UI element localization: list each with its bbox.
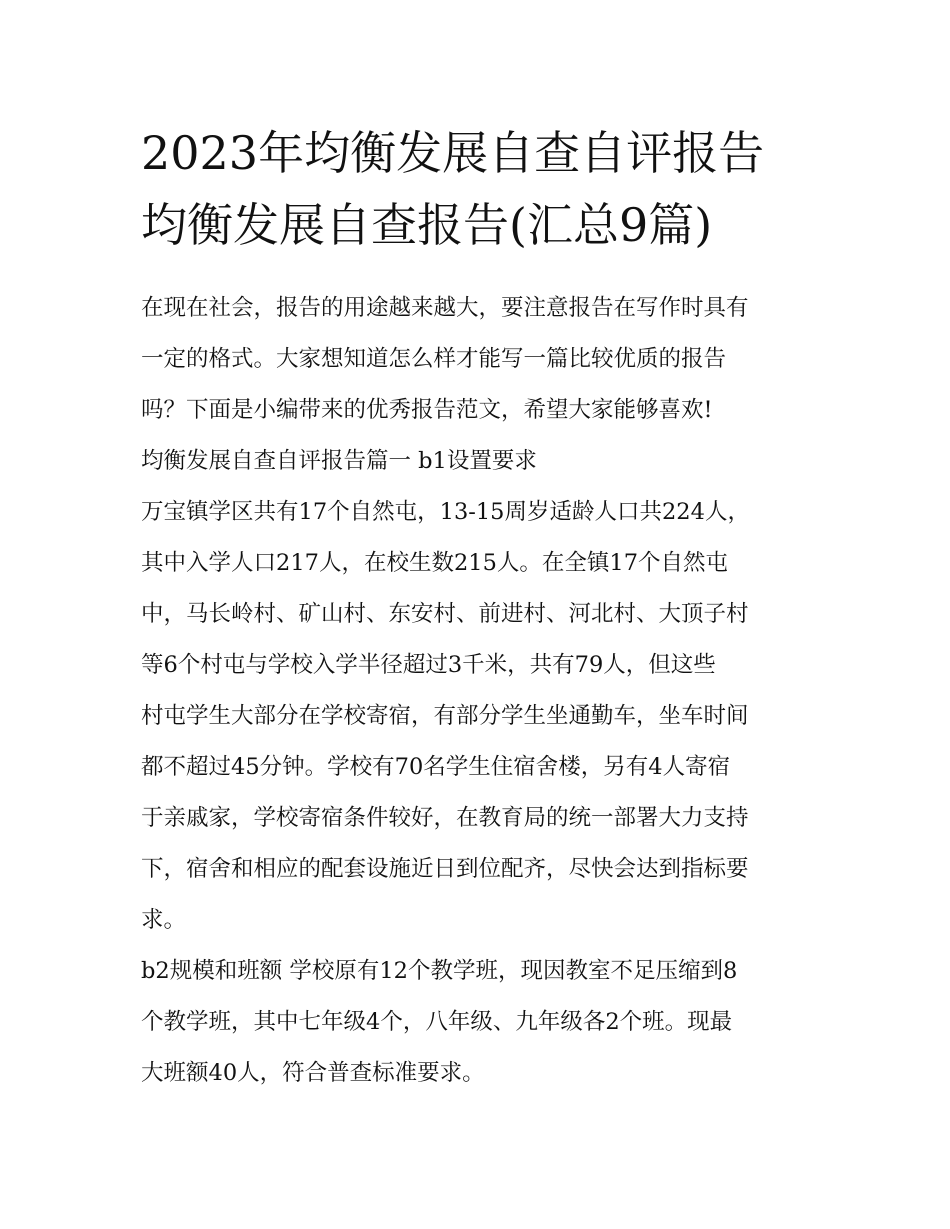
title-line-2: 均衡发展自查报告(汇总9篇) [141,198,713,252]
body-line: 大班额40人，符合普查标准要求。 [141,1060,485,1086]
body-line: 村屯学生大部分在学校寄宿，有部分学生坐通勤车，坐车时间 [141,703,749,729]
body-line: 等6个村屯与学校入学半径超过3千米，共有79人，但这些 [141,652,716,678]
document-title [141,0,813,261]
body-line: 在现在社会，报告的用途越来越大，要注意报告在写作时具有 [141,295,749,321]
body-line: 都不超过45分钟。学校有70名学生住宿舍楼，另有4人寄宿 [141,754,731,780]
body-line: 吗？下面是小编带来的优秀报告范文，希望大家能够喜欢! [141,397,713,423]
section-heading: 均衡发展自查自评报告篇一 b1设置要求 [141,448,537,474]
body-line: 其中入学人口217人，在校生数215人。在全镇17个自然屯 [141,550,729,576]
body-line: 下，宿舍和相应的配套设施近日到位配齐，尽快会达到指标要 [141,856,749,882]
body-line: 求。 [141,907,187,933]
document-page [141,0,813,1099]
body-line: 一定的格式。大家想知道怎么样才能写一篇比较优质的报告 [141,346,727,372]
body-line: b2规模和班额 学校原有12个教学班，现因教室不足压缩到8 [141,958,738,984]
body-line: 于亲戚家，学校寄宿条件较好，在教育局的统一部署大力支持 [141,805,749,831]
body-line: 万宝镇学区共有17个自然屯，13-15周岁适龄人口共224人， [141,499,750,525]
body-line: 个教学班，其中七年级4个，八年级、九年级各2个班。现最 [141,1009,733,1035]
title-line-1: 2023年均衡发展自查自评报告 [141,126,765,180]
document-body [141,283,813,1099]
body-line: 中，马长岭村、矿山村、东安村、前进村、河北村、大顶子村 [141,601,749,627]
